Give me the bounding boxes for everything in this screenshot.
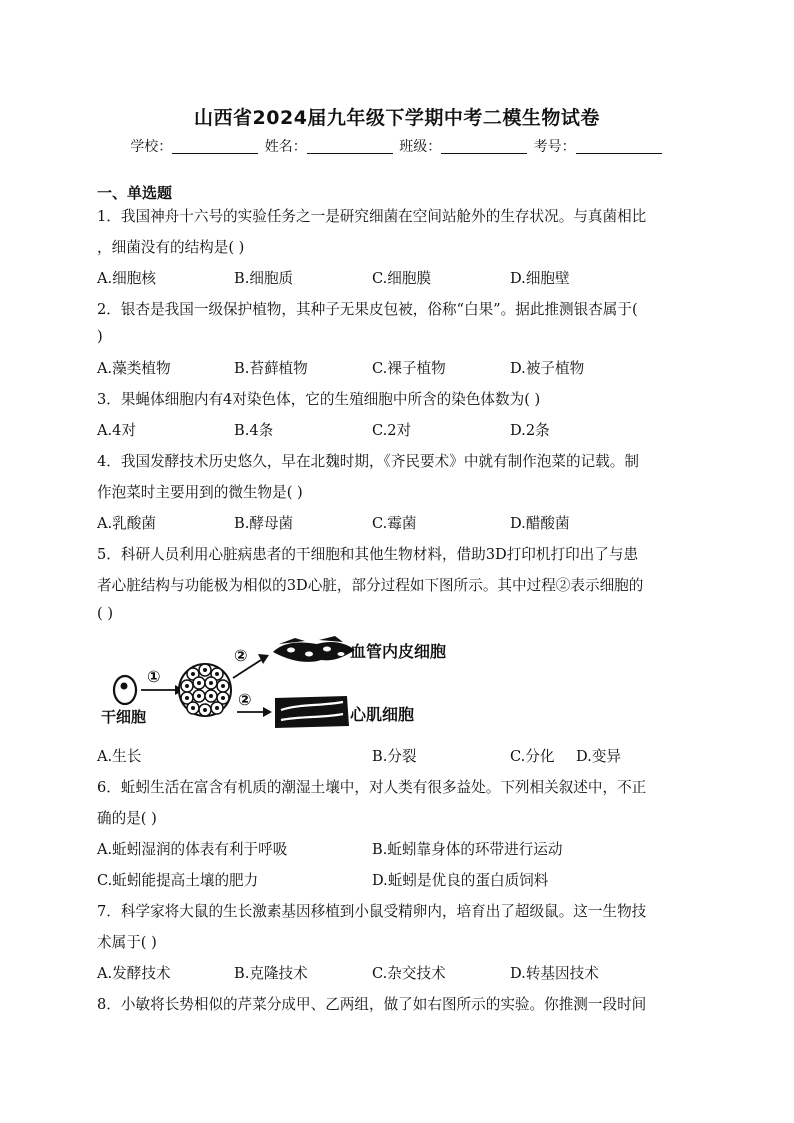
name-blank[interactable] (307, 139, 393, 154)
q4-stem-line1: 4．我国发酵技术历史悠久，早在北魏时期，《齐民要术》中就有制作泡菜的记载。制 (97, 453, 639, 470)
q8-stem-line1: 8．小敏将长势相似的芹菜分成甲、乙两组，做了如右图所示的实验。你推测一段时间 (97, 996, 647, 1013)
q2-stem-line1: 2．银杏是我国一级保护植物，其种子无果皮包被，俗称“白果”。据此推测银杏属于( (97, 301, 638, 318)
name-label: 姓名： (264, 139, 307, 155)
class-label: 班级： (399, 139, 442, 155)
cardiac-label: 心肌细胞 (350, 705, 415, 724)
q3-stem-line1: 3．果蝇体细胞内有4对染色体，它的生殖细胞中所含的染色体数为( ) (97, 391, 541, 408)
q5-option-b[interactable]: B.分裂 (372, 748, 417, 765)
stem-cell-shape (114, 676, 136, 704)
q1-option-c[interactable]: C.细胞膜 (372, 270, 432, 287)
q2-option-a[interactable]: A.藻类植物 (97, 360, 171, 377)
q6-stem-line2: 确的是( ) (97, 810, 157, 827)
school-label: 学校： (130, 139, 173, 155)
stem-cell-label: 干细胞 (101, 708, 147, 726)
q6-option-a[interactable]: A.蚯蚓湿润的体表有利于呼吸 (97, 841, 288, 858)
section-heading: 一、单选题 (97, 184, 173, 202)
q1-option-d[interactable]: D.细胞壁 (510, 270, 570, 287)
arrow-step2-up-head (258, 654, 269, 664)
q4-option-c[interactable]: C.霉菌 (372, 515, 417, 532)
q2-option-b[interactable]: B.苔藓植物 (234, 360, 308, 377)
q4-option-b[interactable]: B.酵母菌 (234, 515, 294, 532)
q1-option-b[interactable]: B.细胞质 (234, 270, 294, 287)
q5-stem-line1: 5．科研人员利用心脏病患者的干细胞和其他生物材料，借助3D打印机打印出了与患 (97, 546, 639, 563)
q6-option-d[interactable]: D.蚯蚓是优良的蛋白质饲料 (372, 872, 549, 889)
q5-option-c[interactable]: C.分化 (510, 748, 555, 765)
school-blank[interactable] (172, 139, 258, 154)
q7-option-d[interactable]: D.转基因技术 (510, 965, 599, 982)
endothelial-label: 血管内皮细胞 (350, 642, 447, 661)
exam-number-blank[interactable] (576, 139, 662, 154)
q5-figure (95, 630, 475, 735)
q7-option-a[interactable]: A.发酵技术 (97, 965, 171, 982)
step1-label: ① (147, 667, 161, 686)
student-info-row (0, 136, 794, 156)
endothelial-cells-icon (273, 636, 355, 662)
q5-option-a[interactable]: A.生长 (97, 748, 142, 765)
q2-stem-line2: ) (97, 328, 103, 345)
step2-label-top: ② (234, 646, 248, 665)
exam-number-label: 考号： (533, 139, 576, 155)
q3-option-d[interactable]: D.2条 (510, 422, 550, 439)
q3-option-a[interactable]: A.4对 (97, 422, 137, 439)
step2-label-bottom: ② (238, 690, 252, 709)
q5-option-d[interactable]: D.变异 (576, 748, 622, 765)
q4-option-d[interactable]: D.醋酸菌 (510, 515, 570, 532)
q3-option-b[interactable]: B.4条 (234, 422, 274, 439)
q1-stem-line1: 1．我国神舟十六号的实验任务之一是研究细菌在空间站舱外的生存状况。与真菌相比 (97, 208, 647, 225)
cardiac-cells-icon (275, 696, 349, 728)
stem-cell-nucleus (121, 683, 128, 690)
arrow-step2-down-head (263, 707, 272, 717)
q2-option-d[interactable]: D.被子植物 (510, 360, 585, 377)
q5-stem-line2: 者心脏结构与功能极为相似的3D心脏，部分过程如下图所示。其中过程②表示细胞的 (97, 577, 644, 594)
q3-option-c[interactable]: C.2对 (372, 422, 412, 439)
q6-stem-line1: 6．蚯蚓生活在富含有机质的潮湿土壤中，对人类有很多益处。下列相关叙述中，不正 (97, 779, 647, 796)
q1-stem-line2: ，细菌没有的结构是( ) (97, 239, 245, 256)
q7-stem-line2: 术属于( ) (97, 934, 157, 951)
q4-option-a[interactable]: A.乳酸菌 (97, 515, 156, 532)
page-title: 山西省2024届九年级下学期中考二模生物试卷 (194, 107, 600, 129)
q4-stem-line2: 作泡菜时主要用到的微生物是( ) (97, 484, 303, 501)
q7-option-c[interactable]: C.杂交技术 (372, 965, 446, 982)
q6-option-b[interactable]: B.蚯蚓靠身体的环带进行运动 (372, 841, 563, 858)
q7-stem-line1: 7．科学家将大鼠的生长激素基因移植到小鼠受精卵内，培育出了超级鼠。这一生物技 (97, 903, 647, 920)
q7-option-b[interactable]: B.克隆技术 (234, 965, 308, 982)
q5-stem-line3: ( ) (97, 605, 114, 622)
q1-option-a[interactable]: A.细胞核 (97, 270, 156, 287)
q2-option-c[interactable]: C.裸子植物 (372, 360, 446, 377)
class-blank[interactable] (441, 139, 527, 154)
cell-cluster-icon (179, 664, 231, 716)
q6-option-c[interactable]: C.蚯蚓能提高土壤的肥力 (97, 872, 259, 889)
